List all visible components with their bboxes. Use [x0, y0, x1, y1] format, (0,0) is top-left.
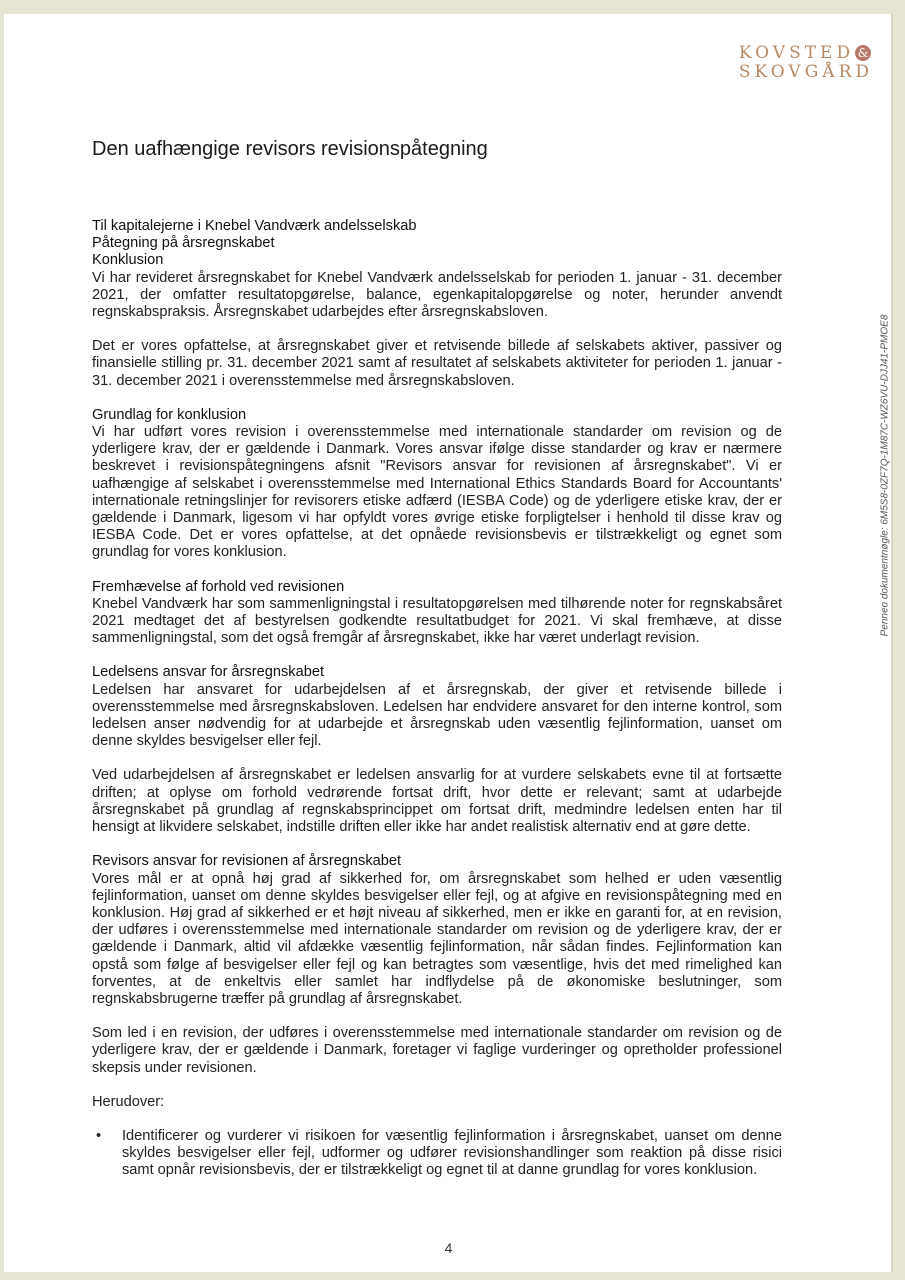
- paragraph: Ved udarbejdelsen af årsregnskabet er ledelsen ansvarlig for at vurdere selskabets evne til at fortsætte driften; at oplyse om forhold vedrørende fortsat drift, hvor dette er relevant; samt at udarbejde årsregnskabet på grundlag af regnskabsprincippet om fortsat drift, medmindre ledelsen enten har til hensigt at likvidere selskabet, indstille driften eller ikke har andet realistisk alternativ end at gøre dette.: [92, 767, 782, 836]
- logo-line-2: SKOVGÅRD: [738, 62, 873, 82]
- paragraph: Vi har revideret årsregnskabet for Knebel Vandværk andelsselskab for perioden 1. januar - 31. december 2021, der omfatter resultatopgørelse, balance, egenkapitalopgørelse og noter, herunder anvendt regnskabspraksis. Årsregnskabet udarbejdes efter årsregnskabsloven.: [92, 269, 782, 321]
- paragraph: Knebel Vandværk har som sammenligningstal i resultatopgørelsen med tilhørende noter for regnskabsåret 2021 medtaget det af bestyrelsen godkendte resultatbudget for 2021. Vi skal fremhæve, at disse sammenligningstal, som det også fremgår af årsregnskabet, ikke har været underlagt revision.: [92, 595, 782, 647]
- logo-line-1: KOVSTED: [738, 43, 855, 63]
- heading-ledelsens-ansvar: Ledelsens ansvar for årsregnskabet: [92, 664, 325, 681]
- list-item: [92, 1128, 782, 1180]
- page-number: 4: [444, 1240, 453, 1256]
- paragraph: Det er vores opfattelse, at årsregnskabet giver et retvisende billede af selskabets aktiver, passiver og finansielle stilling pr. 31. december 2021 samt af resultatet af selskabets aktiviteter for perioden 1. januar - 31. december 2021 i overensstemmelse med årsregnskabsloven.: [92, 338, 782, 389]
- heading-revisors-ansvar: Revisors ansvar for revisionen af årsregnskabet: [92, 853, 402, 870]
- heading-grundlag: Grundlag for konklusion: [92, 406, 247, 423]
- heading-konklusion: Konklusion: [92, 252, 164, 269]
- paragraph: Ledelsen har ansvaret for udarbejdelsen af et årsregnskab, der giver et retvisende billede i overensstemmelse med årsregnskabsloven. Ledelsen har endvidere ansvaret for den interne kontrol, som ledelsen anser nødvendig for at udarbejde et årsregnskab uden væsentlig fejlinformation, uanset om denne skyldes besvigelser eller fejl.: [92, 681, 782, 750]
- document-body: [92, 218, 782, 1180]
- logo-ampersand: &: [855, 45, 871, 61]
- addressee: Til kapitalejerne i Knebel Vandværk andelsselskab: [92, 218, 417, 234]
- paragraph: Vi har udført vores revision i overensstemmelse med internationale standarder om revision og de yderligere krav, der er gældende i Danmark. Vores ansvar ifølge disse standarder og krav er nærmere beskrevet i revisionspåtegningens afsnit "Revisors ansvar for revisionen af årsregnskabet". Vi er uafhængige af selskabet i overensstemmelse med International Ethics Standards Board for Accountants' internationale retningslinjer for revisorers etiske adfærd (IESBA Code) og de yderligere etiske krav, der er gældende i Danmark, ligesom vi har opfyldt vores øvrige etiske forpligtelser i henhold til disse krav og IESBA Code. Det er vores opfattelse, at det opnåede revisionsbevis er tilstrækkeligt og egnet som grundlag for vores konklusion.: [92, 424, 782, 561]
- paragraph: Herudover:: [92, 1093, 165, 1110]
- page-edge: [891, 14, 893, 1272]
- heading-fremhaevelse: Fremhævelse af forhold ved revisionen: [92, 578, 345, 595]
- document-page: [4, 14, 893, 1272]
- paragraph: Vores mål er at opnå høj grad af sikkerhed for, om årsregnskabet som helhed er uden væsentlig fejlinformation, uanset om denne skyldes besvigelser eller fejl, og at afgive en revisionspåtegning med en konklusion. Høj grad af sikkerhed er et højt niveau af sikkerhed, men er ikke en garanti for, at en revision, der udføres i overensstemmelse med internationale standarder om revision og de yderligere krav, der er gældende i Danmark, altid vil afdække væsentlig fejlinformation, når sådan findes. Fejlinformation kan opstå som følge af besvigelser eller fejl og kan betragtes som væsentlige, hvis det med rimelighed kan forventes, at de enkeltvis eller samlet har indflydelse på de økonomiske beslutninger, som regnskabsbrugerne træffer på grundlag af årsregnskabet.: [92, 870, 782, 1007]
- list-item-text: Identificerer og vurderer vi risikoen for væsentlig fejlinformation i årsregnskabet, uanset om denne skyldes besvigelser eller fejl, udformer og udfører revisionshandlinger som reaktion på disse risici samt opnår revisionsbevis, der er tilstrækkeligt og egnet til at danne grundlag for vores konklusion.: [122, 1127, 782, 1179]
- bullet-icon: •: [96, 1127, 102, 1144]
- document-key-note: Penneo dokumentnøgle: 6M5S8-0ZF7Q-1M87C-WZ6VU-DJJ41-PMOE8: [879, 314, 891, 637]
- section-title: Påtegning på årsregnskabet: [92, 235, 275, 252]
- paragraph: Som led i en revision, der udføres i overensstemmelse med internationale standarder om revision og de yderligere krav, der er gældende i Danmark, foretager vi faglige vurderinger og opretholder professionel skepsis under revisionen.: [92, 1025, 782, 1076]
- page-title: Den uafhængige revisors revisionspåtegning: [92, 138, 488, 160]
- company-logo: [739, 44, 873, 82]
